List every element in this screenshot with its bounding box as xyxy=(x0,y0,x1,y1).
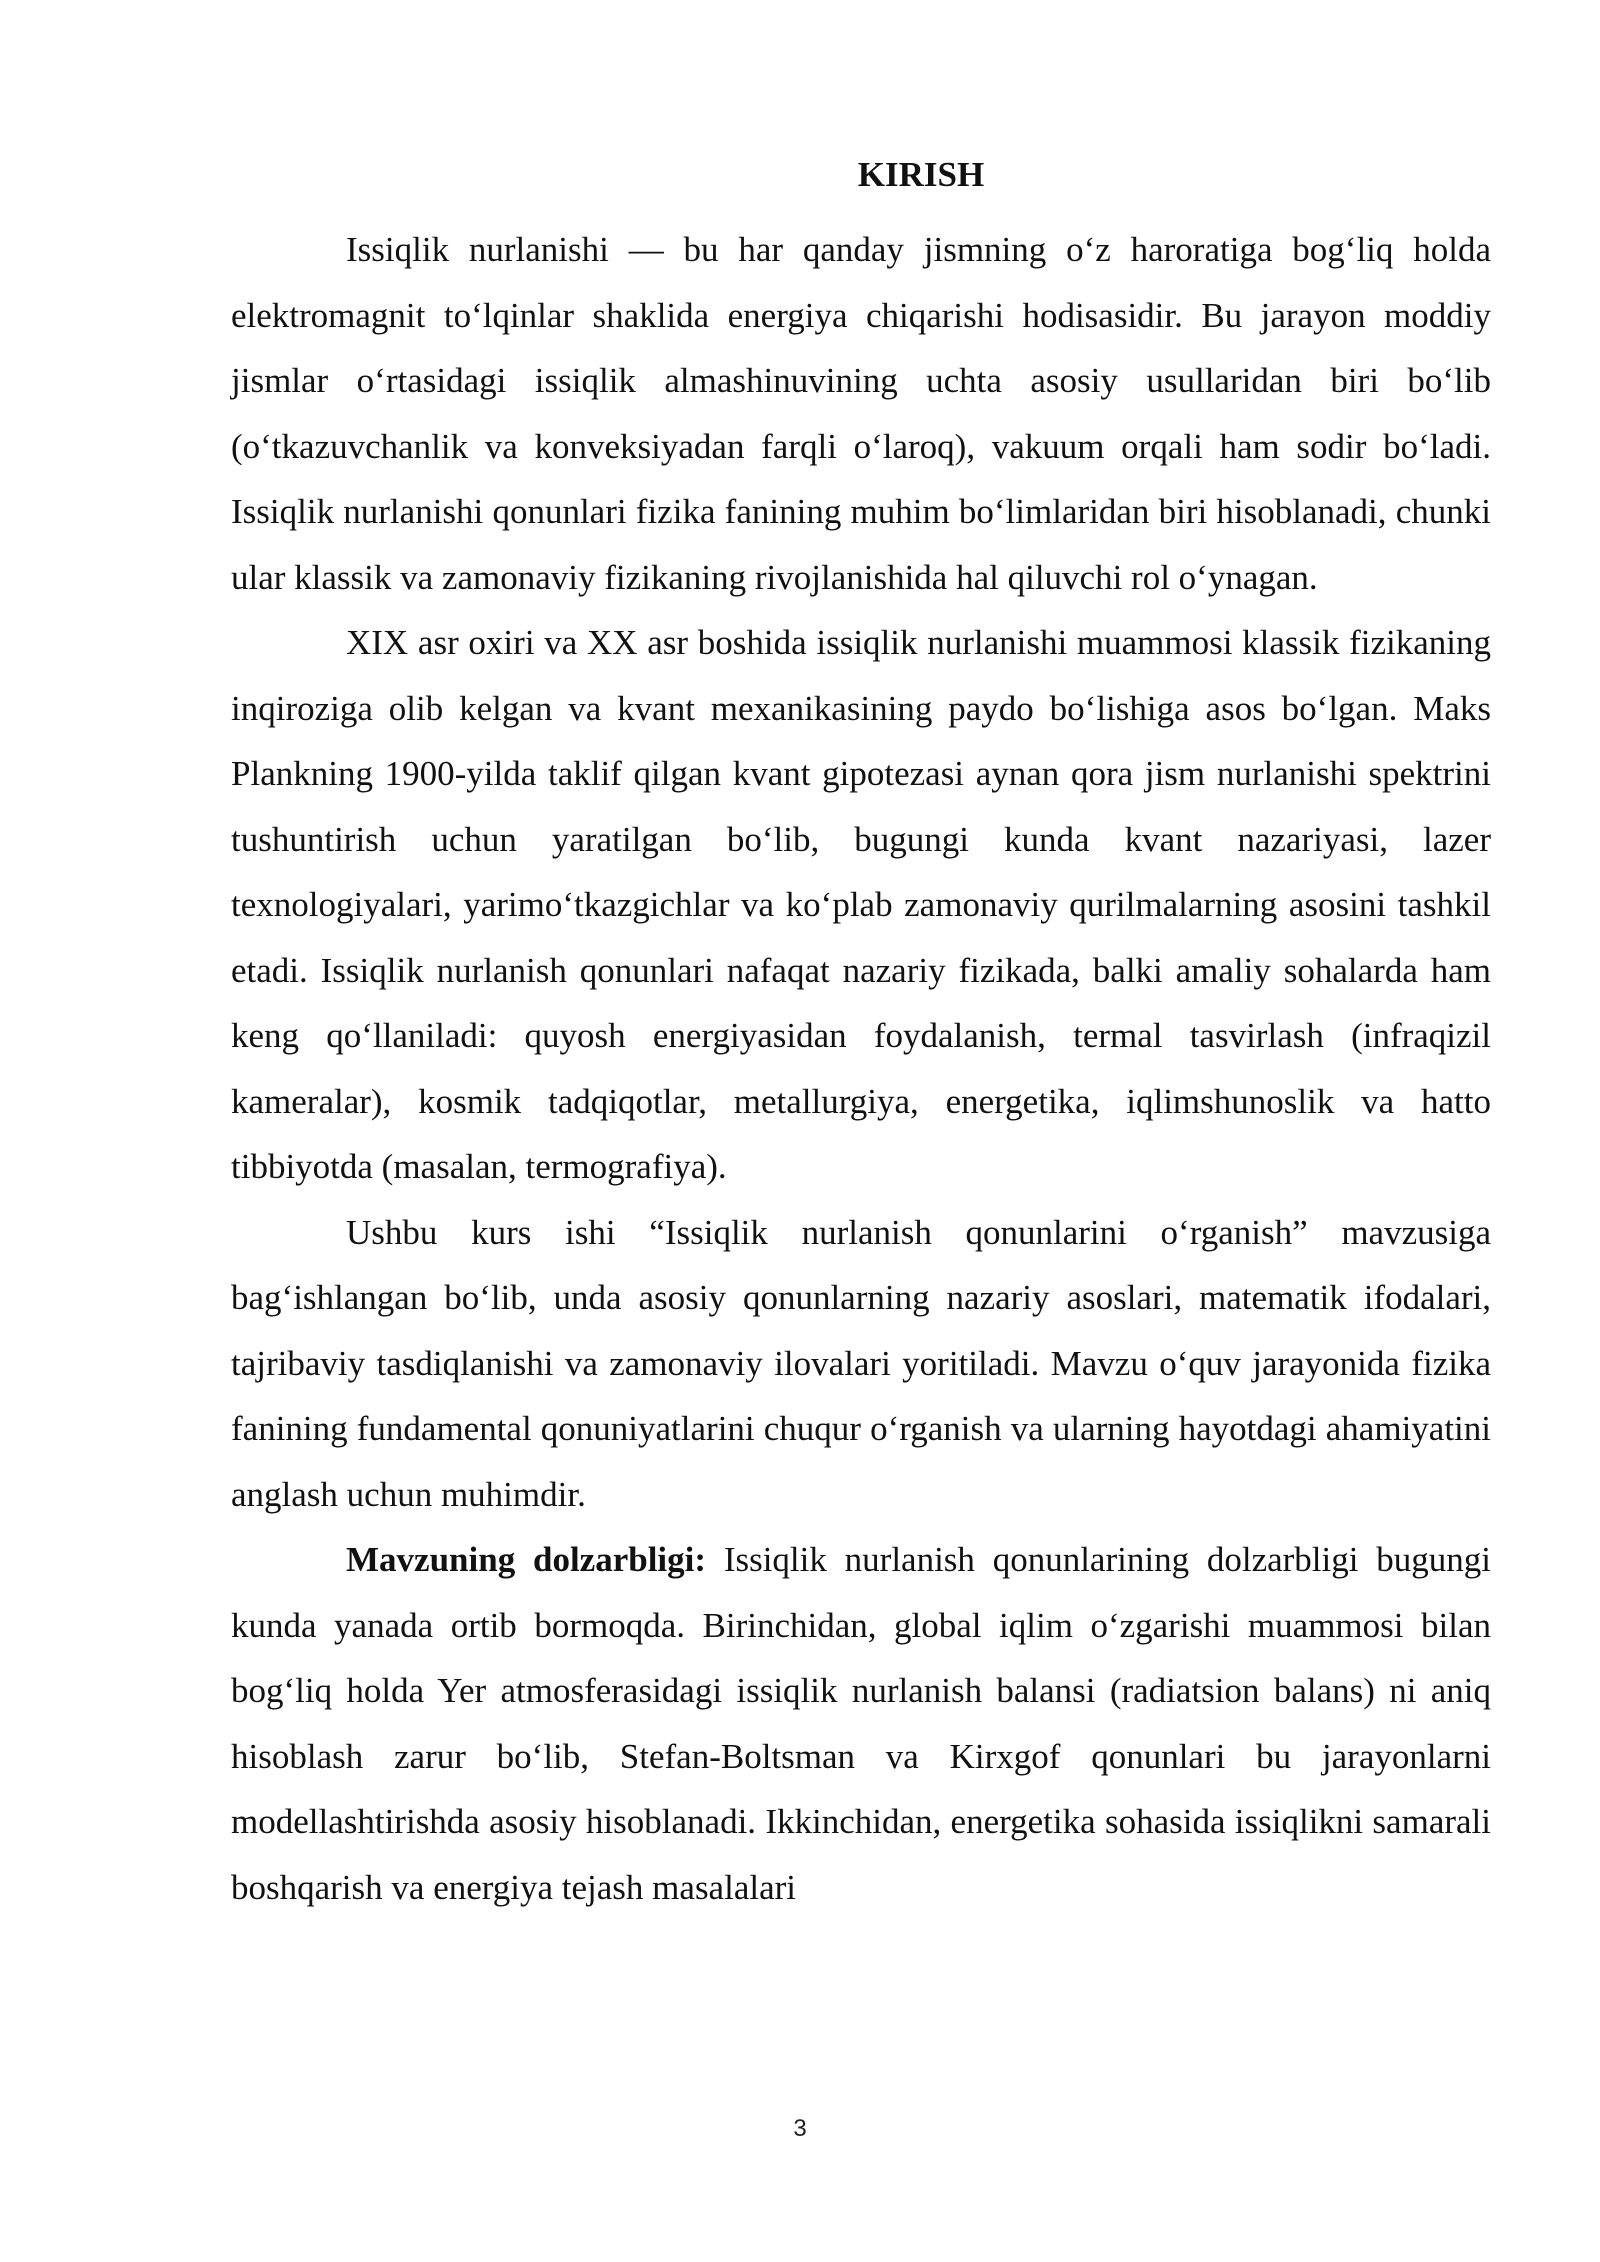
paragraph-1 xyxy=(231,217,1491,610)
paragraph-text: Issiqlik nurlanish qonunlarining dolzarbligi bugungi kunda yanada ortib bormoqda. Birinchidan, global iqlim o‘zgarishi muammosi bilan bog‘liq holda Yer atmosferasidagi issiqlik nurlanish balansi (radiatsion balans) ni aniq hisoblash zarur bo‘lib, Stefan-Boltsman va Kirxgof qonunlari bu jarayonlarni modellashtirishda asosiy hisoblanadi. Ikkinchidan, energetika sohasida issiqlikni samarali boshqarish va energiya tejash masalalari xyxy=(231,1540,1491,1907)
paragraph-lead-heading: Mavzuning dolzarbligi: xyxy=(346,1540,707,1579)
page-number: 3 xyxy=(793,2115,807,2142)
paragraph-4 xyxy=(231,1527,1491,1920)
paragraph-text: Ushbu kurs ishi “Issiqlik nurlanish qonunlarini o‘rganish” mavzusiga bag‘ishlangan bo‘lib, unda asosiy qonunlarning nazariy asoslari, matematik ifodalari, tajribaviy tasdiqlanishi va zamonaviy ilovalari yoritiladi. Mavzu o‘quv jarayonida fizika fanining fundamental qonuniyatlarini chuqur o‘rganish va ularning hayotdagi ahamiyatini anglash uchun muhimdir. xyxy=(231,1212,1491,1514)
paragraph-text: XIX asr oxiri va XX asr boshida issiqlik nurlanishi muammosi klassik fizikaning inqiroziga olib kelgan va kvant mexanikasining paydo bo‘lishiga asos bo‘lgan. Maks Plankning 1900-yilda taklif qilgan kvant gipotezasi aynan qora jism nurlanishi spektrini tushuntirish uchun yaratilgan bo‘lib, bugungi kunda kvant nazariyasi, lazer texnologiyalari, yarimo‘tkazgichlar va ko‘plab zamonaviy qurilmalarning asosini tashkil etadi. Issiqlik nurlanish qonunlari nafaqat nazariy fizikada, balki amaliy sohalarda ham keng qo‘llaniladi: quyosh energiyasidan foydalanish, termal tasvirlash (infraqizil kameralar), kosmik tadqiqotlar, metallurgiya, energetika, iqlimshunoslik va hatto tibbiyotda (masalan, termografiya). xyxy=(231,623,1491,1186)
paragraph-2 xyxy=(231,610,1491,1200)
page-title: KIRISH xyxy=(857,155,985,194)
paragraph-3 xyxy=(231,1200,1491,1528)
paragraph-text: Issiqlik nurlanishi — bu har qanday jismning o‘z haroratiga bog‘liq holda elektromagnit to‘lqinlar shaklida energiya chiqarishi hodisasidir. Bu jarayon moddiy jismlar o‘rtasidagi issiqlik almashinuvining uchta asosiy usullaridan biri bo‘lib (o‘tkazuvchanlik va konveksiyadan farqli o‘laroq), vakuum orqali ham sodir bo‘ladi. Issiqlik nurlanishi qonunlari fizika fanining muhim bo‘limlaridan biri hisoblanadi, chunki ular klassik va zamonaviy fizikaning rivojlanishida hal qiluvchi rol o‘ynagan. xyxy=(231,230,1491,597)
document-page xyxy=(231,150,1491,1920)
